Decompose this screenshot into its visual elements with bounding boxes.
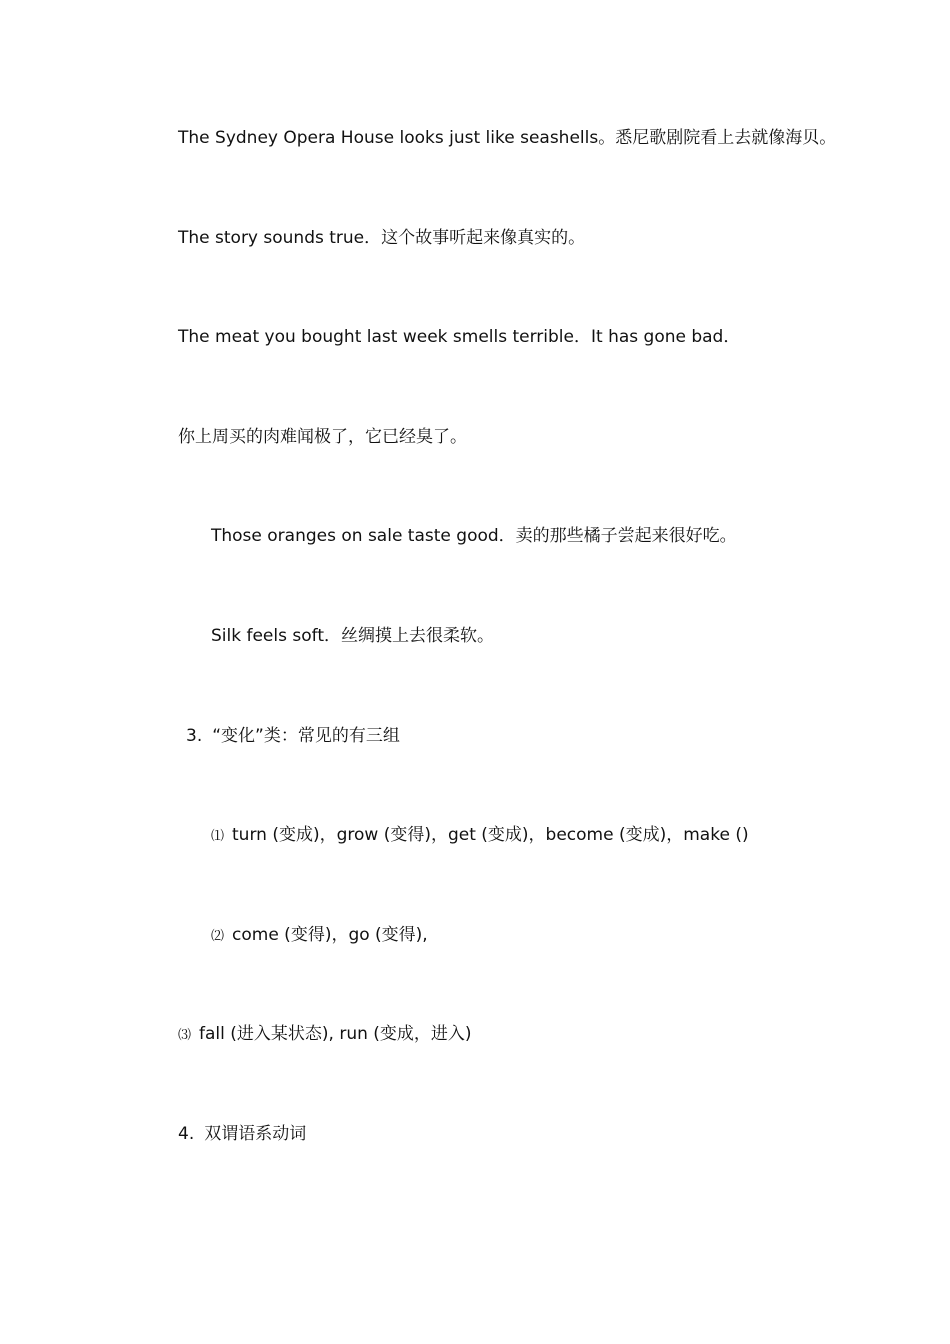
list-item-group-1 — [211, 824, 749, 848]
list-item-text: turn (变成)，grow (变得)，get (变成)，become (变成)，make () — [232, 825, 749, 845]
list-marker: ⑵ — [211, 929, 225, 944]
list-item-group-3 — [178, 1023, 472, 1047]
list-item-text: come (变得)，go (变得), — [232, 925, 428, 945]
list-marker: ⑴ — [211, 829, 225, 844]
example-sentence-story: The story sounds true．这个故事听起来像真实的。 — [178, 228, 586, 248]
list-item-text: fall (进入某状态), run (变成，进入) — [199, 1024, 472, 1044]
section-heading-change-verbs — [186, 725, 400, 747]
example-sentence-silk: Silk feels soft．丝绸摸上去很柔软。 — [211, 626, 494, 646]
section-heading-double-predicate — [178, 1123, 306, 1145]
list-item-group-2 — [211, 924, 428, 948]
example-sentence-oranges: Those oranges on sale taste good．卖的那些橘子尝起来很好吃。 — [211, 526, 737, 546]
section-title: “变化”类：常见的有三组 — [212, 726, 400, 746]
section-number: 4. — [178, 1124, 195, 1144]
section-title: 双谓语系动词 — [204, 1124, 307, 1144]
list-marker: ⑶ — [178, 1028, 192, 1043]
section-number: 3. — [186, 726, 203, 746]
example-sentence-meat-translation: 你上周买的肉难闻极了，它已经臭了。 — [178, 427, 467, 447]
example-sentence-opera-house: The Sydney Opera House looks just like seashells。悉尼歌剧院看上去就像海贝。 — [178, 128, 837, 148]
example-sentence-meat: The meat you bought last week smells terrible．It has gone bad． — [178, 327, 741, 347]
